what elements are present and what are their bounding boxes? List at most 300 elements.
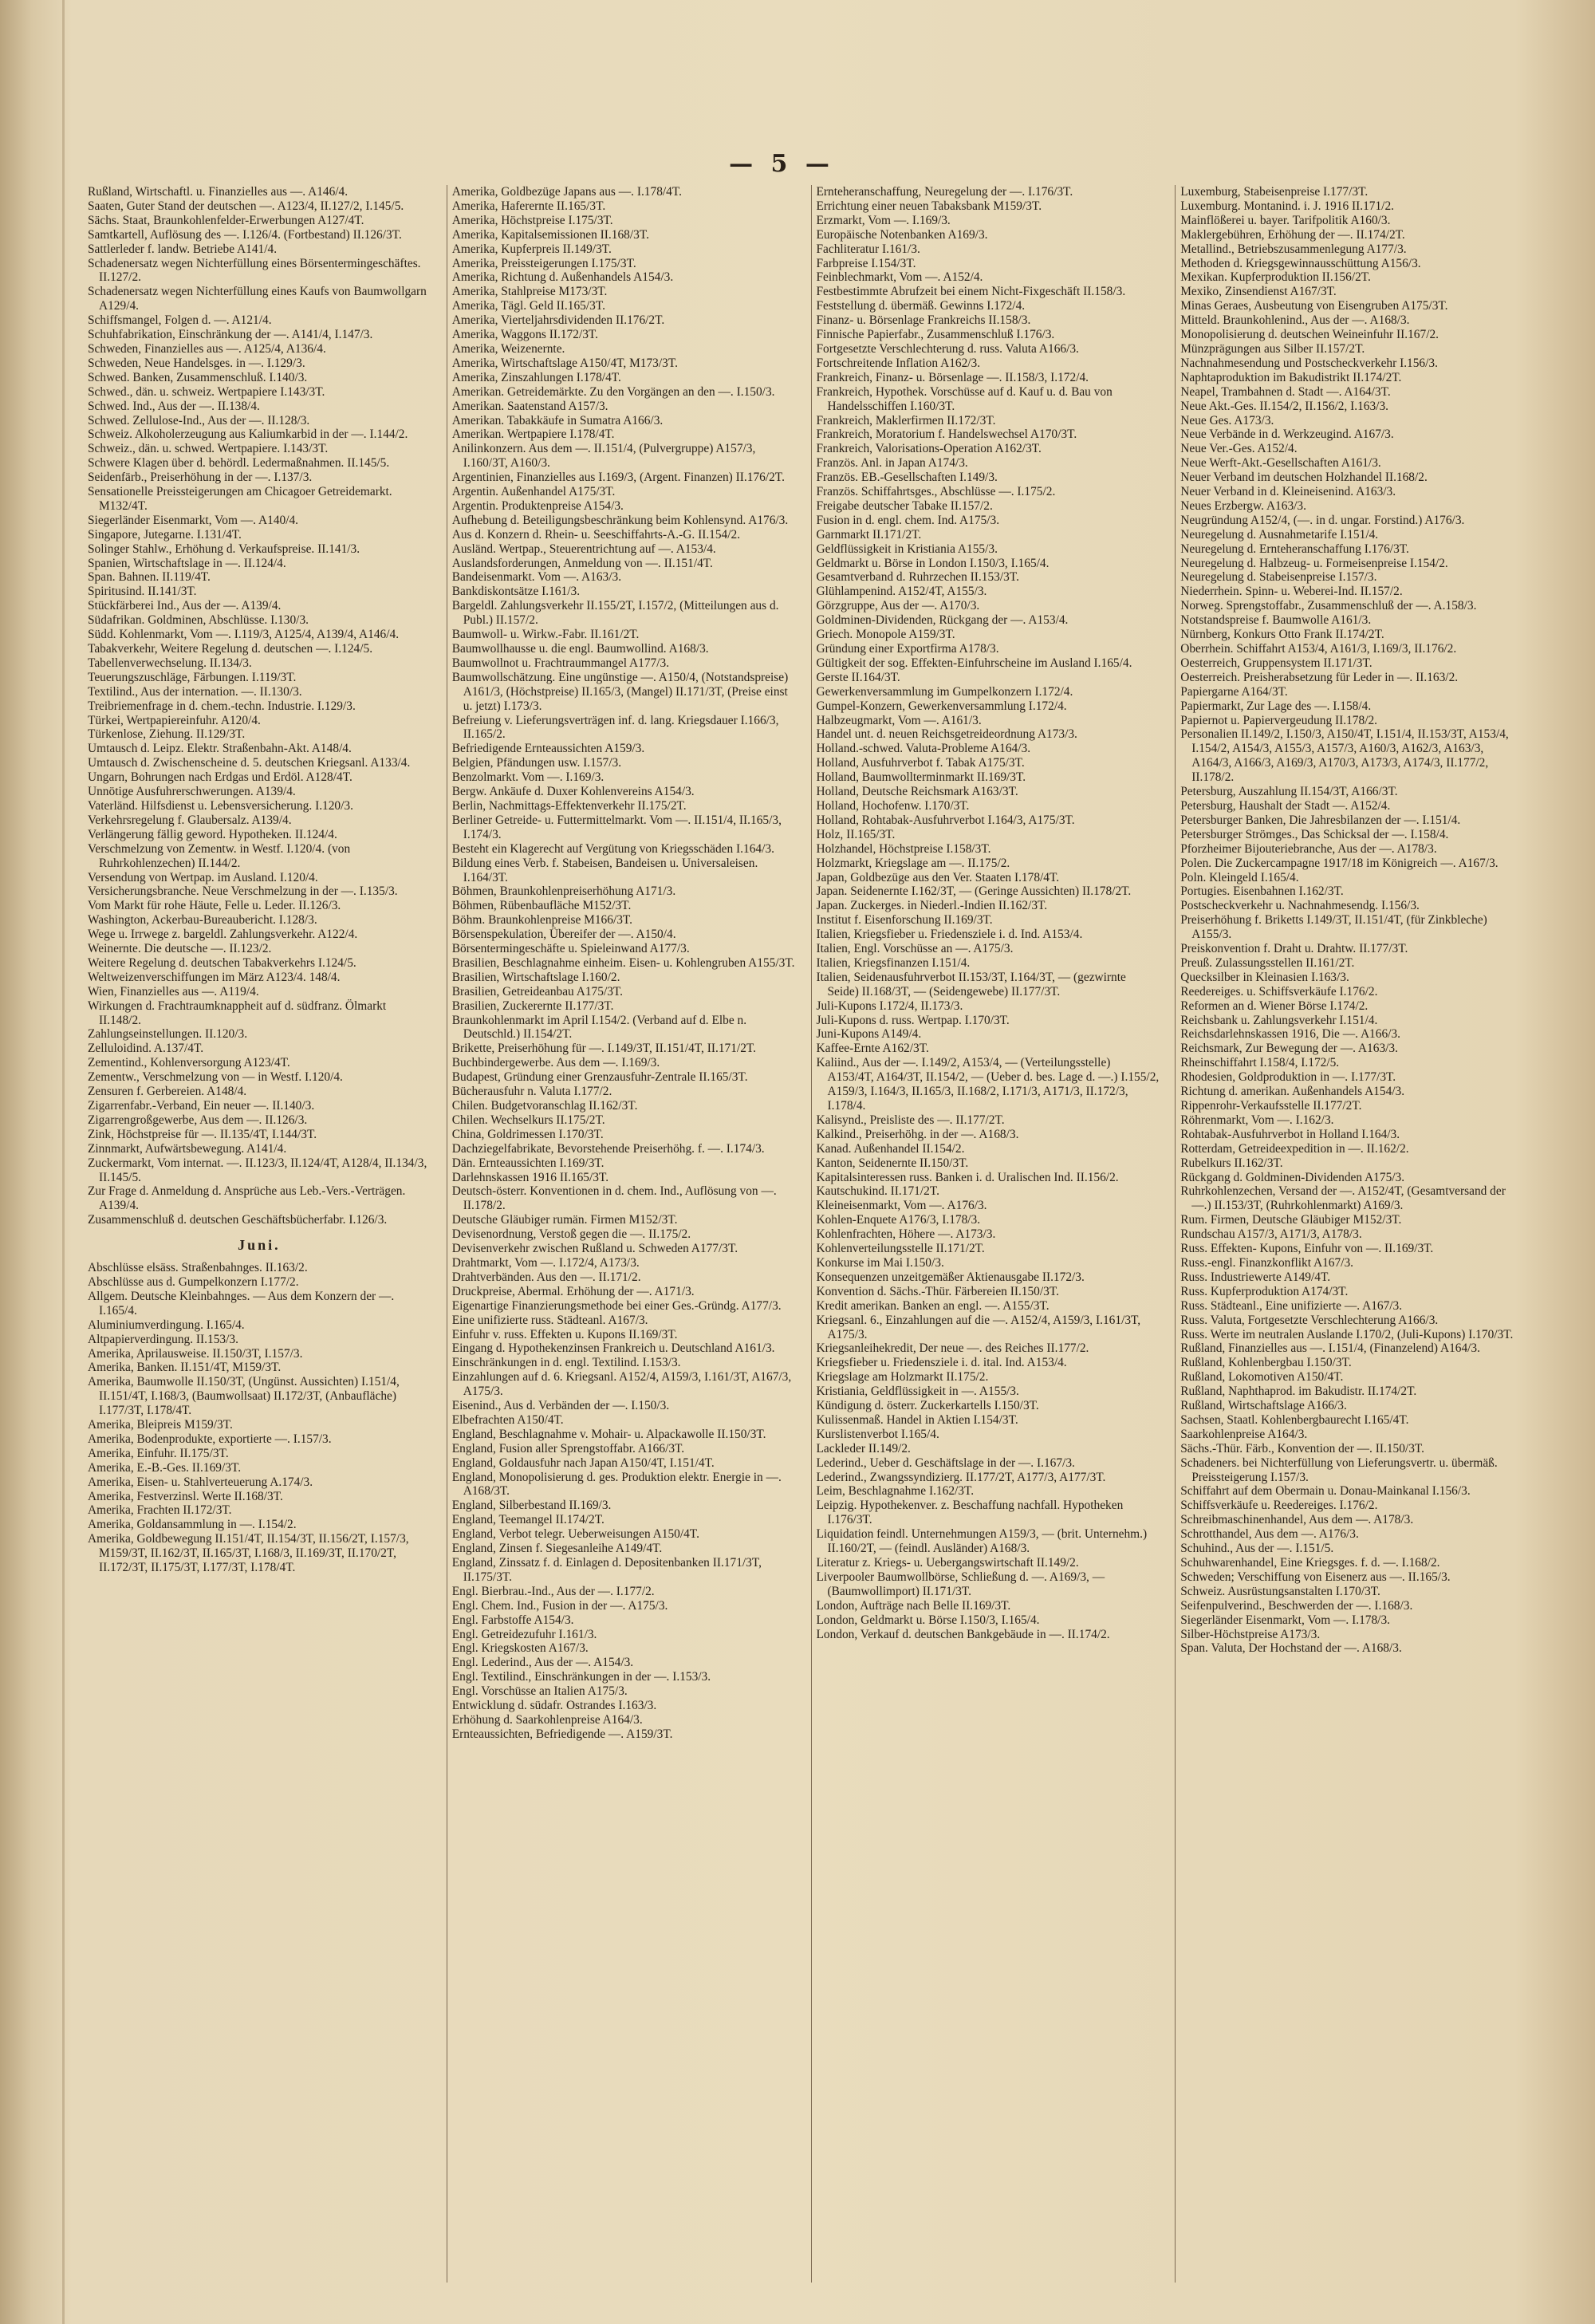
index-entry: Maklergebühren, Erhöhung der —. II.174/2T. (1180, 227, 1405, 242)
index-entry: Amerika, Frachten II.172/3T. (88, 1503, 232, 1518)
index-entry: Frankreich, Moratorium f. Handelswechsel A170/3T. (816, 427, 1077, 442)
index-entry: London, Verkauf d. deutschen Bankgebäude in —. II.174/2. (816, 1627, 1110, 1641)
index-entry: Rotterdam, Getreideexpedition in —. II.162/2. (1180, 1141, 1409, 1156)
index-entry: Ernteaussichten, Befriedigende —. A159/3T. (451, 1727, 673, 1741)
index-entry: Polen. Die Zuckercampagne 1917/18 im Königreich —. A167/3. (1180, 856, 1499, 870)
index-entry: Washington, Ackerbau-Bureaubericht. I.128/3. (88, 913, 317, 928)
index-entry: Spanien, Wirtschaftslage in —. II.124/4. (88, 556, 286, 570)
index-entry: Papiermarkt, Zur Lage des —. I.158/4. (1180, 699, 1372, 713)
index-entry: Lackleder II.149/2. (816, 1441, 911, 1455)
index-entry: Postscheckverkehr u. Nachnahmesendg. I.156/3. (1180, 899, 1420, 913)
index-entry: Drahtmarkt, Vom —. I.172/4, A173/3. (451, 1255, 640, 1270)
index-entry: Schuhfabrikation, Einschränkung der —. A141/4, I.147/3. (88, 328, 373, 342)
index-entry: Rohtabak-Ausfuhrverbot in Holland I.164/3. (1180, 1127, 1400, 1141)
index-entry: Span. Valuta, Der Hochstand der —. A168/3. (1180, 1641, 1402, 1656)
index-entry: Kriegsanl. 6., Einzahlungen auf die —. A152/4, A159/3, I.161/3T, A175/3. (816, 1313, 1141, 1341)
index-column-4 (1175, 185, 1523, 2283)
index-entry: Baumwoll- u. Wirkw.-Fabr. II.161/2T. (451, 628, 640, 642)
index-entry: Zuckermarkt, Vom internat. —. II.123/3, II.124/4T, A128/4, II.134/3, II.145/5. (88, 1156, 427, 1184)
index-entry: London, Geldmarkt u. Börse I.150/3, I.165/4. (816, 1613, 1040, 1627)
index-entry: Rückgang d. Goldminen-Dividenden A175/3. (1180, 1170, 1405, 1184)
index-entry: Gerste II.164/3T. (816, 670, 900, 684)
index-column-3 (811, 185, 1160, 2283)
index-entry: Vaterländ. Hilfsdienst u. Lebensversicherung. I.120/3. (88, 798, 353, 813)
index-entry: England, Zinssatz f. d. Einlagen d. Depositenbanken II.171/3T, II.175/3T. (451, 1556, 762, 1584)
index-entry: Kriegsanleihekredit, Der neue —. des Reiches II.177/2. (816, 1341, 1089, 1356)
index-entry: Amerika, Eisen- u. Stahlverteuerung A.174/3. (88, 1475, 313, 1489)
index-entry: Rußland, Naphthaprod. im Bakudistr. II.174/2T. (1180, 1385, 1417, 1399)
index-entry: Ausländ. Wertpap., Steuerentrichtung auf —. A153/4. (451, 542, 716, 556)
index-entry: Böhmen, Braunkohlenpreiserhöhung A171/3. (451, 884, 676, 899)
index-entry: Befriedigende Ernteaussichten A159/3. (451, 742, 645, 756)
index-entry: Zensuren f. Gerbereien. A148/4. (88, 1085, 247, 1099)
index-entry: Einfuhr v. russ. Effekten u. Kupons II.169/3T. (451, 1327, 678, 1341)
index-entry: Seifenpulverind., Beschwerden der —. I.168/3. (1180, 1598, 1413, 1613)
index-entry: England, Monopolisierung d. ges. Produktion elektr. Energie in —. A168/3T. (451, 1470, 782, 1499)
index-entry: Aufhebung d. Beteiligungsbeschränkung beim Kohlensynd. A176/3. (451, 513, 789, 527)
index-entry: Poln. Kleingeld I.165/4. (1180, 870, 1299, 884)
index-entry: Russ. Kupferproduktion A174/3T. (1180, 1284, 1349, 1298)
index-entry: Italien, Seidenausfuhrverbot II.153/3T, I.164/3T, — (gezwirnte Seide) II.168/3T, — (Seidengewebe) II.177/3T. (816, 970, 1126, 999)
index-entry: Engl. Lederind., Aus der —. A154/3. (451, 1656, 634, 1670)
index-entry: Oberrhein. Schiffahrt A153/4, A161/3, I.169/3, II.176/2. (1180, 642, 1457, 656)
index-entry: Allgem. Deutsche Kleinbahnges. — Aus dem Konzern der —. I.165/4. (88, 1289, 395, 1318)
index-entry: Japan. Zuckerges. in Niederl.-Indien II.162/3T. (816, 899, 1048, 913)
index-entry: Schiffsverkäufe u. Reedereiges. I.176/2. (1180, 1499, 1378, 1513)
index-entry: Engl. Chem. Ind., Fusion in der —. A175/3. (451, 1598, 668, 1613)
index-entry: Italien, Kriegsfinanzen I.151/4. (816, 955, 971, 970)
index-entry: Verschmelzung von Zementw. in Westf. I.120/4. (von Ruhrkohlenzechen) II.144/2. (88, 841, 351, 870)
index-entry: Dän. Ernteaussichten I.169/3T. (451, 1156, 605, 1170)
index-entry: Umtausch d. Zwischenscheine d. 5. deutschen Kriegsanl. A133/4. (88, 756, 411, 770)
index-entry: Finanz- u. Börsenlage Frankreichs II.158/3. (816, 313, 1031, 328)
index-entry: Schwed., dän. u. schweiz. Wertpapiere I.143/3T. (88, 384, 325, 399)
index-entry: Engl. Farbstoffe A154/3. (451, 1613, 574, 1627)
index-entry: Amerika, Bleipreis M159/3T. (88, 1418, 233, 1432)
index-entry: Kautschukind. II.171/2T. (816, 1184, 939, 1199)
index-entry: Reichsmark, Zur Bewegung der —. A163/3. (1180, 1042, 1398, 1056)
index-entry: Amerika, Richtung d. Außenhandels A154/3. (451, 270, 674, 285)
index-entry: Schweiz., dän. u. schwed. Wertpapiere. I.143/3T. (88, 442, 329, 456)
index-entry: Brikette, Preiserhöhung für —. I.149/3T, II.151/4T, II.171/2T. (451, 1042, 757, 1056)
index-entry: Kapitalsinteressen russ. Banken i. d. Uralischen Ind. II.156/2. (816, 1170, 1119, 1184)
index-entry: Zementw., Verschmelzung von — in Westf. I.120/4. (88, 1070, 343, 1085)
index-entry: Zusammenschluß d. deutschen Geschäftsbücherfabr. I.126/3. (88, 1213, 388, 1227)
index-entry: Holland, Baumwollterminmarkt II.169/3T. (816, 770, 1026, 785)
index-entry: Preiskonvention f. Draht u. Drahtw. II.177/3T. (1180, 942, 1408, 956)
index-entry: Eigenartige Finanzierungsmethode bei einer Ges.-Gründg. A177/3. (451, 1298, 782, 1313)
index-entry: Amerika, Baumwolle II.150/3T, (Ungünst. Aussichten) I.151/4, II.151/4T, I.168/3, (Baumwollsaat) II.172/3T, (Anbaufläche) I.177/3T, I.178/4T. (88, 1375, 400, 1418)
index-entry: Feinblechmarkt, Vom —. A152/4. (816, 270, 983, 285)
index-entry: Brasilien, Getreideanbau A175/3T. (451, 984, 624, 999)
index-entry: England, Zinsen f. Siegesanleihe A149/4T. (451, 1542, 663, 1556)
index-entry: Amerika, Preissteigerungen I.175/3T. (451, 256, 636, 270)
index-entry: Kündigung d. österr. Zuckerkartells I.150/3T. (816, 1399, 1039, 1413)
index-entry: Samtkartell, Auflösung des —. I.126/4. (Fortbestand) II.126/3T. (88, 227, 402, 242)
index-entry: Reichsbank u. Zahlungsverkehr I.151/4. (1180, 1013, 1378, 1027)
index-entry: Lederind., Ueber d. Geschäftslage in der —. I.167/3. (816, 1455, 1075, 1470)
index-entry: Saaten, Guter Stand der deutschen —. A123/4, II.127/2, I.145/5. (88, 199, 404, 213)
index-entry: Bergw. Ankäufe d. Duxer Kohlenvereins A154/3. (451, 785, 695, 799)
index-entry: Besteht ein Klagerecht auf Vergütung von Kriegsschäden I.164/3. (451, 841, 774, 856)
index-entry: Amerika, Aprilausweise. II.150/3T, I.157/3. (88, 1346, 303, 1361)
index-entry: Südafrikan. Goldminen, Abschlüsse. I.130/3. (88, 613, 309, 628)
index-entry: Aus d. Konzern d. Rhein- u. Seeschiffahrts-A.-G. II.154/2. (451, 527, 741, 542)
index-entry: Wien, Finanzielles aus —. A119/4. (88, 984, 259, 999)
index-entry: Norweg. Sprengstoffabr., Zusammenschluß der —. A.158/3. (1180, 599, 1477, 613)
index-entry: Wirkungen d. Frachtraumknappheit auf d. südfranz. Ölmarkt II.148/2. (88, 999, 387, 1027)
index-entry: Erhöhung d. Saarkohlenpreise A164/3. (451, 1712, 643, 1727)
index-entry: Eine unifizierte russ. Städteanl. A167/3. (451, 1313, 648, 1327)
index-entry: Russ. Werte im neutralen Auslande I.170/2, (Juli-Kupons) I.170/3T. (1180, 1327, 1514, 1341)
index-entry: Amerika, Zinszahlungen I.178/4T. (451, 370, 621, 384)
index-column-1 (88, 185, 431, 2283)
page-number: — 5 — (729, 150, 834, 178)
index-entry: Petersburg, Auszahlung II.154/3T, A166/3T. (1180, 785, 1398, 799)
index-entry: Juli-Kupons I.172/4, II.173/3. (816, 999, 963, 1013)
index-entry: Drahtverbänden. Aus den —. II.171/2. (451, 1270, 641, 1284)
index-entry: Aluminiumverdingung. I.165/4. (88, 1318, 245, 1332)
index-entry: Richtung d. amerikan. Außenhandels A154/3. (1180, 1085, 1405, 1099)
index-entry: Versendung von Wertpap. im Ausland. I.120/4. (88, 870, 318, 884)
index-entry: Amerika, Stahlpreise M173/3T. (451, 285, 608, 299)
index-entry: Weinernte. Die deutsche —. II.123/2. (88, 942, 272, 956)
index-entry: Rußland, Lokomotiven A150/4T. (1180, 1370, 1344, 1385)
index-entry: Eisenind., Aus d. Verbänden der —. I.150/3. (451, 1399, 670, 1413)
index-entry: Amerikan. Wertpapiere I.178/4T. (451, 427, 615, 442)
index-entry: Schreibmaschinenhandel, Aus dem —. A178/3. (1180, 1513, 1414, 1527)
index-entry: Dachziegelfabrikate, Bevorstehende Preiserhöhg. f. —. I.174/3. (451, 1141, 765, 1156)
index-entry: Mexikan. Kupferproduktion II.156/2T. (1180, 270, 1371, 285)
index-entry: Gesamtverband d. Ruhrzechen II.153/3T. (816, 570, 1019, 585)
index-entry: Weitere Regelung d. deutschen Tabakverkehrs I.124/5. (88, 955, 356, 970)
index-entry: Amerika, Goldbezüge Japans aus —. I.178/4T. (451, 185, 682, 199)
index-entry: Baumwollschätzung. Eine ungünstige —. A150/4, (Notstandspreise) A161/3, (Höchstpreise) II.165/3, (Mangel) II.171/3T, (Preise einst u. jetzt) I.173/3. (451, 670, 789, 713)
index-entry: Amerika, Waggons II.172/3T. (451, 328, 599, 342)
index-entry: Kohlenfrachten, Höhere —. A173/3. (816, 1227, 996, 1242)
index-entry: Devisenverkehr zwischen Rußland u. Schweden A177/3T. (451, 1242, 738, 1256)
index-entry: Metallind., Betriebszusammenlegung A177/3. (1180, 242, 1407, 256)
index-entry: Rheinschiffahrt I.158/4, I.172/5. (1180, 1056, 1340, 1070)
index-entry: Konsequenzen unzeitgemäßer Aktienausgabe II.172/3. (816, 1270, 1085, 1284)
index-entry: Amerika, Kapitalsemissionen II.168/3T. (451, 227, 649, 242)
index-entry: Holland, Rohtabak-Ausfuhrverbot I.164/3, A175/3T. (816, 813, 1075, 827)
index-entry: Fortgesetzte Verschlechterung d. russ. Valuta A166/3. (816, 341, 1079, 356)
index-entry: Oesterreich. Preisherabsetzung für Leder in —. II.163/2. (1180, 670, 1459, 684)
index-entry: Treibriemenfrage in d. chem.-techn. Industrie. I.129/3. (88, 699, 356, 713)
index-entry: Lederind., Zwangssyndizierg. II.177/2T, A177/3, A177/3T. (816, 1470, 1106, 1484)
index-entry: Preuß. Zulassungsstellen II.161/2T. (1180, 955, 1355, 970)
index-entry: Holz, II.165/3T. (816, 827, 896, 841)
index-entry: Handel unt. d. neuen Reichsgetreideordnung A173/3. (816, 727, 1077, 742)
index-entry: Sachsen, Staatl. Kohlenbergbaurecht I.165/4T. (1180, 1412, 1409, 1427)
index-entry: Amerika, Tägl. Geld II.165/3T. (451, 299, 605, 313)
index-entry: Rundschau A157/3, A171/3, A178/3. (1180, 1227, 1362, 1242)
index-entry: Frankreich, Valorisations-Operation A162/3T. (816, 442, 1042, 456)
index-entry: Konkurse im Mai I.150/3. (816, 1255, 944, 1270)
index-entry: Druckpreise, Abermal. Erhöhung der —. A171/3. (451, 1284, 695, 1298)
index-entry: Freigabe deutscher Tabake II.157/2. (816, 498, 993, 513)
index-entry: Schuhind., Aus der —. I.151/5. (1180, 1542, 1334, 1556)
index-entry: Rußland, Wirtschaftl. u. Finanzielles aus —. A146/4. (88, 185, 349, 199)
index-entry: Budapest, Gründung einer Grenzausfuhr-Zentrale II.165/3T. (451, 1070, 748, 1085)
index-entry: Siegerländer Eisenmarkt, Vom —. A140/4. (88, 513, 299, 527)
index-entry: Amerika, Goldansammlung in —. I.154/2. (88, 1518, 297, 1532)
index-entry: Deutsche Gläubiger rumän. Firmen M152/3T. (451, 1213, 678, 1227)
binding-fold (62, 0, 65, 2324)
index-entry: Feststellung d. übermäß. Gewinns I.172/4. (816, 299, 1026, 313)
index-entry: Amerikan. Tabakkäufe in Sumatra A166/3. (451, 413, 664, 427)
index-entry: Zigarrenfabr.-Verband, Ein neuer —. II.140/3. (88, 1099, 315, 1113)
index-entry: Pforzheimer Bijouteriebranche, Aus der —. A178/3. (1180, 841, 1437, 856)
index-entry: Amerika, Vierteljahrsdividenden II.176/2T. (451, 313, 665, 328)
index-entry: England, Verbot telegr. Ueberweisungen A150/4T. (451, 1527, 699, 1542)
index-entry: Bargeldl. Zahlungsverkehr II.155/2T, I.157/2, (Mitteilungen aus d. Publ.) II.157/2. (451, 599, 779, 628)
index-entry: Neuer Verband im deutschen Holzhandel II.168/2. (1180, 471, 1428, 485)
index-entry: Einzahlungen auf d. 6. Kriegsanl. A152/4, A159/3, I.161/3T, A167/3, A175/3. (451, 1370, 792, 1399)
index-entry: Gumpel-Konzern, Gewerkenversammlung I.172/4. (816, 699, 1067, 713)
index-entry: Italien, Kriegsfieber u. Friedensziele i. d. Ind. A153/4. (816, 928, 1083, 942)
index-entry: Russ. Effekten- Kupons, Einfuhr von —. II.169/3T. (1180, 1242, 1434, 1256)
index-entry: Holland.-schwed. Valuta-Probleme A164/3. (816, 742, 1031, 756)
index-entry: Neugründung A152/4, (—. in d. ungar. Forstind.) A176/3. (1180, 513, 1465, 527)
index-entry: Solinger Stahlw., Erhöhung d. Verkaufspreise. II.141/3. (88, 542, 360, 556)
index-entry: Finnische Papierfabr., Zusammenschluß I.176/3. (816, 328, 1055, 342)
index-entry: Eingang d. Hypothekenzinsen Frankreich u. Deutschland A161/3. (451, 1341, 775, 1356)
index-entry: Amerika, E.-B.-Ges. II.169/3T. (88, 1460, 242, 1475)
index-entry: Schadenersatz wegen Nichterfüllung eines Börsentermingeschäftes. II.127/2. (88, 256, 421, 285)
index-entry: Tabellenverwechselung. II.134/3. (88, 656, 252, 670)
index-entry: Holland, Ausfuhrverbot f. Tabak A175/3T. (816, 756, 1025, 770)
index-entry: Chilen. Wechselkurs II.175/2T. (451, 1113, 605, 1127)
index-entry: Goldminen-Dividenden, Rückgang der —. A153/4. (816, 613, 1069, 628)
index-entry: Rum. Firmen, Deutsche Gläubiger M152/3T. (1180, 1213, 1402, 1227)
index-entry: Gewerkenversammlung im Gumpelkonzern I.172/4. (816, 684, 1073, 699)
index-entry: Ruhrkohlenzechen, Versand der —. A152/4T, (Gesamtversand der —.) II.153/3T, (Ruhrkohlenmarkt) A169/3. (1180, 1184, 1506, 1213)
index-entry: England, Silberbestand II.169/3. (451, 1499, 612, 1513)
index-entry: Mitteld. Braunkohlenind., Aus der —. A168/3. (1180, 313, 1410, 328)
index-entry: Schweiz. Alkoholerzeugung aus Kaliumkarbid in der —. I.144/2. (88, 427, 408, 442)
index-entry: Petersburg, Haushalt der Stadt —. A152/4. (1180, 798, 1391, 813)
index-entry: Kalkind., Preiserhöhg. in der —. A168/3. (816, 1127, 1019, 1141)
index-entry: Sattlerleder f. landw. Betriebe A141/4. (88, 242, 278, 256)
index-entry: Luxemburg, Stabeisenpreise I.177/3T. (1180, 185, 1369, 199)
index-entry: Schweden; Verschiffung von Eisenerz aus —. II.165/3. (1180, 1570, 1451, 1584)
index-entry: Fortschreitende Inflation A162/3. (816, 356, 981, 370)
index-entry: Zementind., Kohlenversorgung A123/4T. (88, 1056, 290, 1070)
index-entry: Weltweizenverschiffungen im März A123/4. 148/4. (88, 970, 341, 984)
index-entry: Kanad. Außenhandel II.154/2. (816, 1141, 965, 1156)
index-entry: Rußland, Kohlenbergbau I.150/3T. (1180, 1356, 1352, 1370)
index-entry: Einschränkungen in d. engl. Textilind. I.153/3. (451, 1356, 681, 1370)
index-entry: Spiritusind. II.141/3T. (88, 585, 197, 599)
index-entry: Seidenfärb., Preiserhöhung in der —. I.137/3. (88, 471, 313, 485)
index-entry: Holzhandel, Höchstpreise I.158/3T. (816, 841, 991, 856)
index-entry: Engl. Vorschüsse an Italien A175/3. (451, 1684, 628, 1699)
index-entry: Gründung einer Exportfirma A178/3. (816, 642, 999, 656)
index-entry: Geldflüssigkeit in Kristiania A155/3. (816, 542, 998, 556)
index-entry: Portugies. Eisenbahnen I.162/3T. (1180, 884, 1344, 899)
index-entry: Frankreich, Hypothek. Vorschüsse auf d. Kauf u. d. Bau von Handelsschiffen I.160/3T. (816, 384, 1113, 413)
index-entry: Berlin, Nachmittags-Effektenverkehr II.175/2T. (451, 798, 687, 813)
index-entry: Engl. Bierbrau.-Ind., Aus der —. I.177/2. (451, 1584, 655, 1598)
index-entry: Neuregelung d. Halbzeug- u. Formeisenpreise I.154/2. (1180, 556, 1448, 570)
index-entry: Türkenlose, Ziehung. II.129/3T. (88, 727, 246, 742)
index-entry: Versicherungsbranche. Neue Verschmelzung in der —. I.135/3. (88, 884, 398, 899)
index-entry: Devisenordnung, Verstoß gegen die —. II.175/2. (451, 1227, 691, 1242)
section-heading: Juni. (238, 1237, 281, 1254)
index-entry: Juli-Kupons d. russ. Wertpap. I.170/3T. (816, 1013, 1010, 1027)
index-entry: Frankreich, Finanz- u. Börsenlage —. II.158/3, I.172/4. (816, 370, 1089, 384)
index-entry: Kohlen-Enquete A176/3, I.178/3. (816, 1213, 981, 1227)
index-entry: Französ. Anl. in Japan A174/3. (816, 456, 968, 471)
index-entry: Kaffee-Ernte A162/3T. (816, 1042, 929, 1056)
index-entry: Südd. Kohlenmarkt, Vom —. I.119/3, A125/4, A139/4, A146/4. (88, 628, 400, 642)
index-entry: Petersburger Strömges., Das Schicksal der —. I.158/4. (1180, 827, 1449, 841)
index-entry: Kalisynd., Preisliste des —. II.177/2T. (816, 1113, 1005, 1127)
index-entry: Griech. Monopole A159/3T. (816, 628, 955, 642)
index-entry: Neue Ver.-Ges. A152/4. (1180, 442, 1298, 456)
index-entry: Braunkohlenmarkt im April I.154/2. (Verband auf d. Elbe n. Deutschld.) II.154/2T. (451, 1013, 747, 1042)
index-entry: Kristiania, Geldflüssigkeit in —. A155/3. (816, 1385, 1019, 1399)
index-entry: Bücherausfuhr n. Valuta I.177/2. (451, 1085, 612, 1099)
index-entry: Stückfärberei Ind., Aus der —. A139/4. (88, 599, 282, 613)
index-entry: Umtausch d. Leipz. Elektr. Straßenbahn-Akt. A148/4. (88, 742, 352, 756)
index-entry: Neapel, Trambahnen d. Stadt —. A164/3T. (1180, 384, 1391, 399)
index-entry: Japan, Goldbezüge aus den Ver. Staaten I.178/4T. (816, 870, 1060, 884)
index-entry: Neuer Verband in d. Kleineisenind. A163/3. (1180, 485, 1396, 499)
index-entry: Personalien II.149/2, I.150/3, A150/4T, I.151/4, II.153/3T, A153/4, I.154/2, A154/3, A155/3, A157/3, A160/3, A162/3, A163/3, A164/3, A166/3, A169/3, A170/3, A173/3, A174/3, II.177/2, II.178/2. (1180, 727, 1509, 785)
index-entry: Schiffahrt auf dem Obermain u. Donau-Mainkanal I.156/3. (1180, 1484, 1471, 1499)
index-entry: Rhodesien, Goldproduktion in —. I.177/3T. (1180, 1070, 1396, 1085)
index-entry: Chilen. Budgetvoranschlag II.162/3T. (451, 1099, 638, 1113)
index-entry: Engl. Kriegskosten A167/3. (451, 1641, 589, 1656)
index-entry: Schiffsmangel, Folgen d. —. A121/4. (88, 313, 272, 328)
index-entry: Schwed. Ind., Aus der —. II.138/4. (88, 399, 260, 413)
index-entry: Schuhwarenhandel, Eine Kriegsges. f. d. —. I.168/2. (1180, 1556, 1440, 1570)
index-entry: Befreiung v. Lieferungsverträgen inf. d. lang. Kriegsdauer I.166/3, II.165/2. (451, 713, 779, 742)
index-entry: Glühlampenind. A152/4T, A155/3. (816, 585, 987, 599)
index-entry: Mexiko, Zinsendienst A167/3T. (1180, 285, 1337, 299)
index-entry: Böhmen, Rübenbaufläche M152/3T. (451, 899, 632, 913)
index-entry: Errichtung einer neuen Tabaksbank M159/3T. (816, 199, 1042, 213)
index-entry: Neue Akt.-Ges. II.154/2, II.156/2, I.163/3. (1180, 399, 1388, 413)
index-column-2 (447, 185, 795, 2283)
index-entry: Neuregelung d. Ernteheranschaffung I.176/3T. (1180, 542, 1409, 556)
index-entry: Oesterreich, Gruppensystem II.171/3T. (1180, 656, 1372, 670)
index-entry: Amerika, Kupferpreis II.149/3T. (451, 242, 612, 256)
index-entry: Amerika, Banken. II.151/4T, M159/3T. (88, 1361, 282, 1375)
index-entry: Kurslistenverbot I.165/4. (816, 1427, 939, 1441)
index-entry: Gültigkeit der sog. Effekten-Einfuhrscheine im Ausland I.165/4. (816, 656, 1132, 670)
index-entry: Institut f. Eisenforschung II.169/3T. (816, 913, 993, 928)
index-entry: Sächs.-Thür. Färb., Konvention der —. II.150/3T. (1180, 1441, 1425, 1455)
index-entry: Rippenrohr-Verkaufsstelle II.177/2T. (1180, 1099, 1362, 1113)
index-entry: Münzprägungen aus Silber II.157/2T. (1180, 341, 1365, 356)
index-entry: Holzmarkt, Kriegslage am —. II.175/2. (816, 856, 1010, 870)
index-entry: Russ. Valuta, Fortgesetzte Verschlechterung A166/3. (1180, 1313, 1439, 1327)
index-entry: Entwicklung d. südafr. Ostrandes I.163/3. (451, 1699, 657, 1713)
index-entry: Kriegsfieber u. Friedensziele i. d. ital. Ind. A153/4. (816, 1356, 1067, 1370)
index-entry: Erzmarkt, Vom —. I.169/3. (816, 213, 951, 227)
index-entry: Halbzeugmarkt, Vom —. A161/3. (816, 713, 982, 727)
index-entry: Amerikan. Getreidemärkte. Zu den Vorgängen an den —. I.150/3. (451, 384, 775, 399)
index-entry: Neuregelung d. Ausnahmetarife I.151/4. (1180, 527, 1379, 542)
index-entry: Fachliteratur I.161/3. (816, 242, 920, 256)
index-entry: Engl. Textilind., Einschränkungen in der —. I.153/3. (451, 1670, 711, 1684)
index-entry: Teuerungszuschläge, Färbungen. I.119/3T. (88, 670, 297, 684)
index-entry: Papiergarne A164/3T. (1180, 684, 1288, 699)
index-entry: Türkei, Wertpapiereinfuhr. A120/4. (88, 713, 261, 727)
index-entry: Französ. Schiffahrtsges., Abschlüsse —. I.175/2. (816, 485, 1056, 499)
index-entry: Papiernot u. Papiervergeudung II.178/2. (1180, 713, 1378, 727)
index-entry: Mainflößerei u. bayer. Tarifpolitik A160/3. (1180, 213, 1391, 227)
index-entry: Amerika, Goldbewegung II.151/4T, II.154/3T, II.156/2T, I.157/3, M159/3T, II.162/3T, II.165/3T, I.168/3, II.169/3T, II.170/2T, II.172/3T, II.175/3T, I.177/3T, I.178/4T. (88, 1532, 409, 1575)
index-entry: Brasilien, Beschlagnahme einheim. Eisen- u. Kohlengruben A155/3T. (451, 955, 795, 970)
index-entry: Wege u. Irrwege z. bargeldl. Zahlungsverkehr. A122/4. (88, 928, 358, 942)
index-entry: Tabakverkehr, Weitere Regelung d. deutschen —. I.124/5. (88, 642, 373, 656)
index-entry: Engl. Getreidezufuhr I.161/3. (451, 1627, 597, 1641)
index-entry: Zinnmarkt, Aufwärtsbewegung. A141/4. (88, 1141, 287, 1156)
index-entry: Görzgruppe, Aus der —. A170/3. (816, 599, 980, 613)
index-entry: Neue Ges. A173/3. (1180, 413, 1274, 427)
index-entry: Baumwollhausse u. die engl. Baumwollind. A168/3. (451, 642, 709, 656)
index-entry: Rußland, Finanzielles aus —. I.151/4, (Finanzelend) A164/3. (1180, 1341, 1480, 1356)
index-entry: Amerika, Haferernte II.165/3T. (451, 199, 606, 213)
index-entry: Amerikan. Saatenstand A157/3. (451, 399, 608, 413)
index-entry: Amerika, Festverzinsl. Werte II.168/3T. (88, 1489, 283, 1503)
index-entry: England, Goldausfuhr nach Japan A150/4T, I.151/4T. (451, 1455, 715, 1470)
index-entry: Reichsdarlehnskassen 1916, Die —. A166/3. (1180, 1027, 1400, 1042)
index-entry: Kanton, Seidenernte II.150/3T. (816, 1156, 969, 1170)
index-entry: Rußland, Wirtschaftslage A166/3. (1180, 1399, 1347, 1413)
index-entry: Brasilien, Wirtschaftslage I.160/2. (451, 970, 620, 984)
index-entry: Börsentermingeschäfte u. Spieleinwand A177/3. (451, 942, 690, 956)
index-entry: Schweden, Finanzielles aus —. A125/4, A136/4. (88, 341, 326, 356)
index-entry: Methoden d. Kriegsgewinnausschüttung A156/3. (1180, 256, 1421, 270)
index-entry: Böhm. Braunkohlenpreise M166/3T. (451, 913, 633, 928)
index-entry: Leim, Beschlagnahme I.162/3T. (816, 1484, 975, 1499)
index-entry: Schwed. Banken, Zusammenschluß. I.140/3. (88, 370, 308, 384)
index-entry: Abschlüsse elsäss. Straßenbahnges. II.163/2. (88, 1261, 308, 1275)
index-entry: Buchbindergewerbe. Aus dem —. I.169/3. (451, 1056, 660, 1070)
index-entry: Schrotthandel, Aus dem —. A176/3. (1180, 1527, 1359, 1542)
index-entry: Verlängerung fällig geword. Hypotheken. II.124/4. (88, 827, 337, 841)
index-entry: Reedereiges. u. Schiffsverkäufe I.176/2. (1180, 984, 1378, 999)
index-entry: England, Beschlagnahme v. Mohair- u. Alpackawolle II.150/3T. (451, 1427, 766, 1441)
index-entry: Kredit amerikan. Banken an engl. —. A155/3T. (816, 1298, 1050, 1313)
index-entry: Berliner Getreide- u. Futtermittelmarkt. Vom —. II.151/4, II.165/3, I.174/3. (451, 813, 782, 841)
index-entry: Singapore, Jutegarne. I.131/4T. (88, 527, 242, 542)
index-entry: Unnötige Ausfuhrerschwerungen. A139/4. (88, 785, 296, 799)
index-entry: Reformen an d. Wiener Börse I.174/2. (1180, 999, 1369, 1013)
index-entry: Russ.-engl. Finanzkonflikt A167/3. (1180, 1255, 1353, 1270)
index-entry: Französ. EB.-Gesellschaften I.149/3. (816, 471, 998, 485)
index-entry: Ungarn, Bohrungen nach Erdgas und Erdöl. A128/4T. (88, 770, 352, 785)
index-entry: England, Teemangel II.174/2T. (451, 1513, 605, 1527)
index-entry: Frankreich, Maklerfirmen II.172/3T. (816, 413, 996, 427)
index-entry: Minas Geraes, Ausbeutung von Eisengruben A175/3T. (1180, 299, 1448, 313)
index-entry: Kleineisenmarkt, Vom —. A176/3. (816, 1199, 987, 1213)
index-entry: Börsenspekulation, Übereifer der —. A150/4. (451, 928, 676, 942)
index-entry: Liverpooler Baumwollbörse, Schließung d. —. A169/3, — (Baumwollimport) II.171/3T. (816, 1570, 1105, 1598)
index-entry: Juni-Kupons A149/4. (816, 1027, 922, 1042)
index-entry: Russ. Industriewerte A149/4T. (1180, 1270, 1331, 1284)
index-entry: Holland, Deutsche Reichsmark A163/3T. (816, 785, 1018, 799)
index-entry: Kaliind., Aus der —. I.149/2, A153/4, — (Verteilungsstelle) A153/4T, A164/3T, II.154/2, — (Ueber d. bes. Lage d. —.) I.155/2, A159/3, I.164/3, II.165/3, II.168/2, I.171/3, A171/3, II.172/3, I.178/4. (816, 1056, 1160, 1113)
index-entry: Leipzig. Hypothekenver. z. Beschaffung nachfall. Hypotheken I.176/3T. (816, 1499, 1124, 1527)
index-entry: Luxemburg. Montanind. i. J. 1916 II.171/2. (1180, 199, 1395, 213)
